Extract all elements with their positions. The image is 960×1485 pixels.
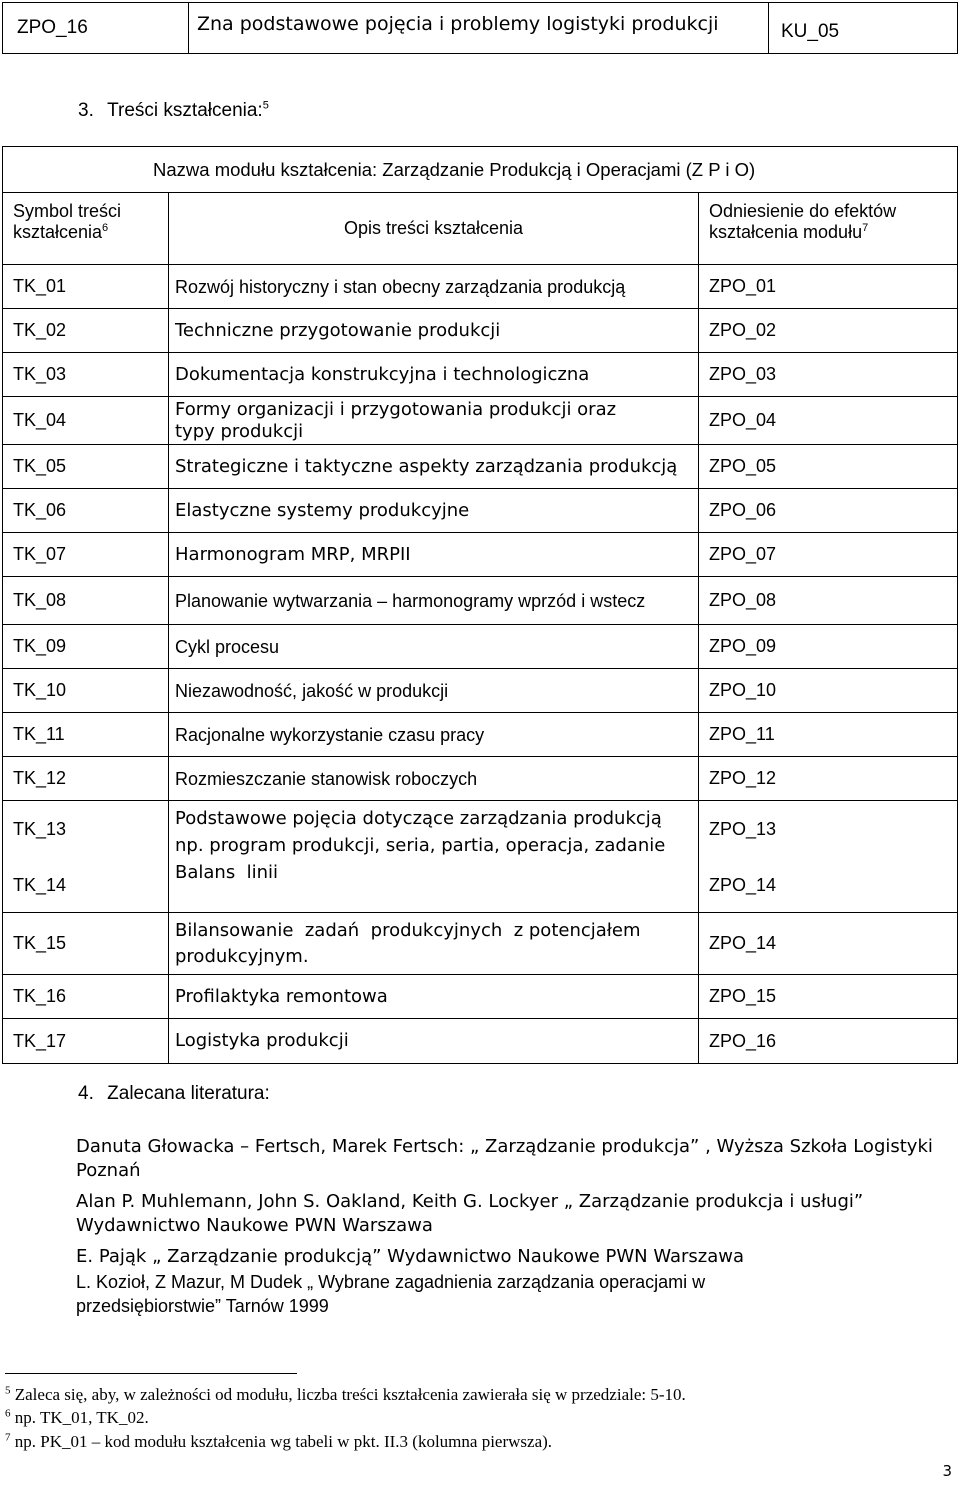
footnote [5, 1432, 552, 1452]
row-symbol: TK_03 [3, 353, 169, 396]
header-ku: KU_05 [781, 21, 840, 42]
section-3-number: 3. [78, 100, 94, 121]
table-row [3, 309, 957, 353]
row-symbol: TK_02 [3, 309, 169, 352]
row-description: Harmonogram MRP, MRPII [169, 533, 699, 576]
row-symbol: TK_01 [3, 265, 169, 308]
row-reference: ZPO_02 [709, 320, 777, 340]
literature-item [76, 1190, 863, 1238]
footnote-number: 5 [5, 1384, 11, 1397]
footnote-text: np. PK_01 – kod modułu kształcenia wg tabeli w pkt. II.3 (kolumna pierwsza). [14, 1432, 553, 1451]
table-row [3, 489, 957, 533]
literature-item [76, 1245, 744, 1269]
footnote-text: Zaleca się, aby, w zależności od modułu, liczba treści kształcenia zawierała się w przedziale: 5-10. [14, 1385, 686, 1404]
header-symbol-line1: Symbol treści [13, 201, 122, 221]
table-row [3, 445, 957, 489]
table-row [3, 713, 957, 757]
table-row [3, 577, 957, 625]
row-symbol: TK_09 [3, 625, 169, 668]
header-reference-line1: Odniesienie do efektów [709, 201, 897, 221]
row-description: Rozmieszczanie stanowisk roboczych [169, 757, 699, 800]
row-description: Racjonalne wykorzystanie czasu pracy [169, 713, 699, 756]
table-row [3, 265, 957, 309]
row-description-group [169, 801, 699, 912]
table-row-group [3, 801, 957, 913]
header-table [2, 2, 958, 54]
row-reference: ZPO_04 [709, 410, 777, 430]
content-table [2, 146, 958, 1064]
row-reference: ZPO_06 [709, 500, 777, 520]
row-reference: ZPO_07 [709, 544, 777, 564]
literature-line: L. Kozioł, Z Mazur, M Dudek „ Wybrane zagadnienia zarządzania operacjami w [76, 1272, 706, 1292]
row-symbol: TK_16 [3, 975, 169, 1018]
table-row [3, 533, 957, 577]
literature-line: Poznań [76, 1160, 141, 1181]
row-description: Techniczne przygotowanie produkcji [169, 309, 699, 352]
footnote-number: 6 [5, 1407, 11, 1420]
header-reference-line2-text: kształcenia modułu [709, 222, 863, 242]
table-row [3, 669, 957, 713]
row-symbol: TK_06 [3, 489, 169, 532]
header-code: ZPO_16 [3, 3, 189, 53]
row-symbol-group [3, 801, 169, 912]
row-reference: ZPO_10 [709, 680, 777, 700]
row-symbol: TK_05 [3, 445, 169, 488]
page-number: 3 [942, 1462, 952, 1480]
section-4-heading [78, 1083, 270, 1105]
row-symbol: TK_04 [3, 397, 169, 444]
caption-abbr: (Z P i O) [685, 158, 756, 180]
row-reference: ZPO_08 [709, 590, 777, 610]
row-description: Podstawowe pojęcia dotyczące zarządzania produkcją np. program produkcji, seria, partia, operacja, zadanie [175, 808, 666, 856]
row-symbol: TK_15 [3, 913, 169, 974]
row-symbol: TK_08 [3, 577, 169, 624]
caption-text: Nazwa modułu kształcenia: Zarządzanie Produkcją i Operacjami [153, 158, 686, 180]
table-row [3, 975, 957, 1019]
row-symbol: TK_12 [3, 757, 169, 800]
header-symbol-sup: 6 [102, 222, 109, 234]
row-description: Balans linii [175, 862, 279, 883]
literature-line: E. Pająk „ Zarządzanie produkcją” Wydawnictwo Naukowe PWN Warszawa [76, 1246, 745, 1267]
row-symbol: TK_11 [3, 713, 169, 756]
footnote [5, 1385, 686, 1405]
row-description: Cykl procesu [169, 625, 699, 668]
row-symbol: TK_17 [3, 1019, 169, 1063]
row-reference: ZPO_14 [709, 933, 777, 953]
row-symbol: TK_07 [3, 533, 169, 576]
row-symbol: TK_10 [3, 669, 169, 712]
table-row [3, 1019, 957, 1063]
row-reference: ZPO_14 [709, 875, 777, 895]
footnote-number: 7 [5, 1431, 11, 1444]
row-reference: ZPO_15 [709, 986, 777, 1006]
row-description: Dokumentacja konstrukcyjna i technologiczna [169, 353, 699, 396]
table-row [3, 397, 957, 445]
footnote-separator [5, 1373, 297, 1374]
row-reference: ZPO_16 [709, 1030, 777, 1051]
table-header [3, 193, 957, 265]
section-3-heading [78, 100, 269, 122]
row-description: Planowanie wytwarzania – harmonogramy wprzód i wstecz [169, 577, 699, 624]
literature-line: Wydawnictwo Naukowe PWN Warszawa [76, 1215, 433, 1236]
header-symbol-line2-text: kształcenia [13, 222, 103, 242]
literature-item [76, 1135, 933, 1183]
footnote-text: np. TK_01, TK_02. [14, 1408, 149, 1427]
row-reference: ZPO_01 [709, 276, 777, 296]
literature-line: przedsiębiorstwie” Tarnów 1999 [76, 1296, 329, 1316]
row-symbol: TK_14 [13, 875, 67, 895]
section-3-title: Treści kształcenia: [107, 100, 263, 121]
table-row [3, 757, 957, 801]
row-reference-group [699, 801, 957, 912]
row-description: Bilansowanie zadań produkcyjnych z potencjałem produkcyjnym. [169, 913, 699, 974]
table-row [3, 353, 957, 397]
table-row [3, 913, 957, 975]
literature-line: Danuta Głowacka – Fertsch, Marek Fertsch: „ Zarządzanie produkcja” , Wyższa Szkoła Logistyki [76, 1136, 933, 1157]
row-description: Rozwój historyczny i stan obecny zarządzania produkcją [169, 265, 699, 308]
row-description: Formy organizacji i przygotowania produkcji oraz typy produkcji [169, 397, 699, 444]
section-4-number: 4. [78, 1083, 94, 1104]
row-reference: ZPO_11 [709, 724, 775, 744]
row-description: Strategiczne i taktyczne aspekty zarządzania produkcją [169, 445, 699, 488]
row-reference: ZPO_13 [709, 819, 777, 839]
row-reference: ZPO_05 [709, 456, 777, 476]
row-description: Niezawodność, jakość w produkcji [169, 669, 699, 712]
row-reference: ZPO_03 [709, 364, 777, 384]
row-description: Elastyczne systemy produkcyjne [169, 489, 699, 532]
row-description: Logistyka produkcji [169, 1019, 699, 1063]
header-reference [699, 193, 957, 264]
row-reference: ZPO_12 [709, 768, 777, 788]
row-reference: ZPO_09 [709, 636, 777, 656]
row-description: Profilaktyka remontowa [169, 975, 699, 1018]
section-3-footnote-ref: 5 [262, 99, 269, 112]
header-title: Zna podstawowe pojęcia i problemy logistyki produkcji [189, 3, 769, 53]
row-symbol: TK_13 [13, 819, 67, 839]
header-reference-sup: 7 [862, 222, 869, 234]
section-4-title: Zalecana literatura: [107, 1083, 270, 1104]
header-description: Opis treści kształcenia [169, 193, 699, 264]
header-symbol-line2 [13, 222, 168, 243]
literature-line: Alan P. Muhlemann, John S. Oakland, Keith G. Lockyer „ Zarządzanie produkcja i usługi” [76, 1191, 864, 1212]
table-row [3, 625, 957, 669]
header-reference-line2 [709, 222, 957, 243]
footnote [5, 1408, 149, 1428]
header-symbol [3, 193, 169, 264]
table-caption [3, 147, 957, 193]
literature-item [76, 1270, 705, 1318]
